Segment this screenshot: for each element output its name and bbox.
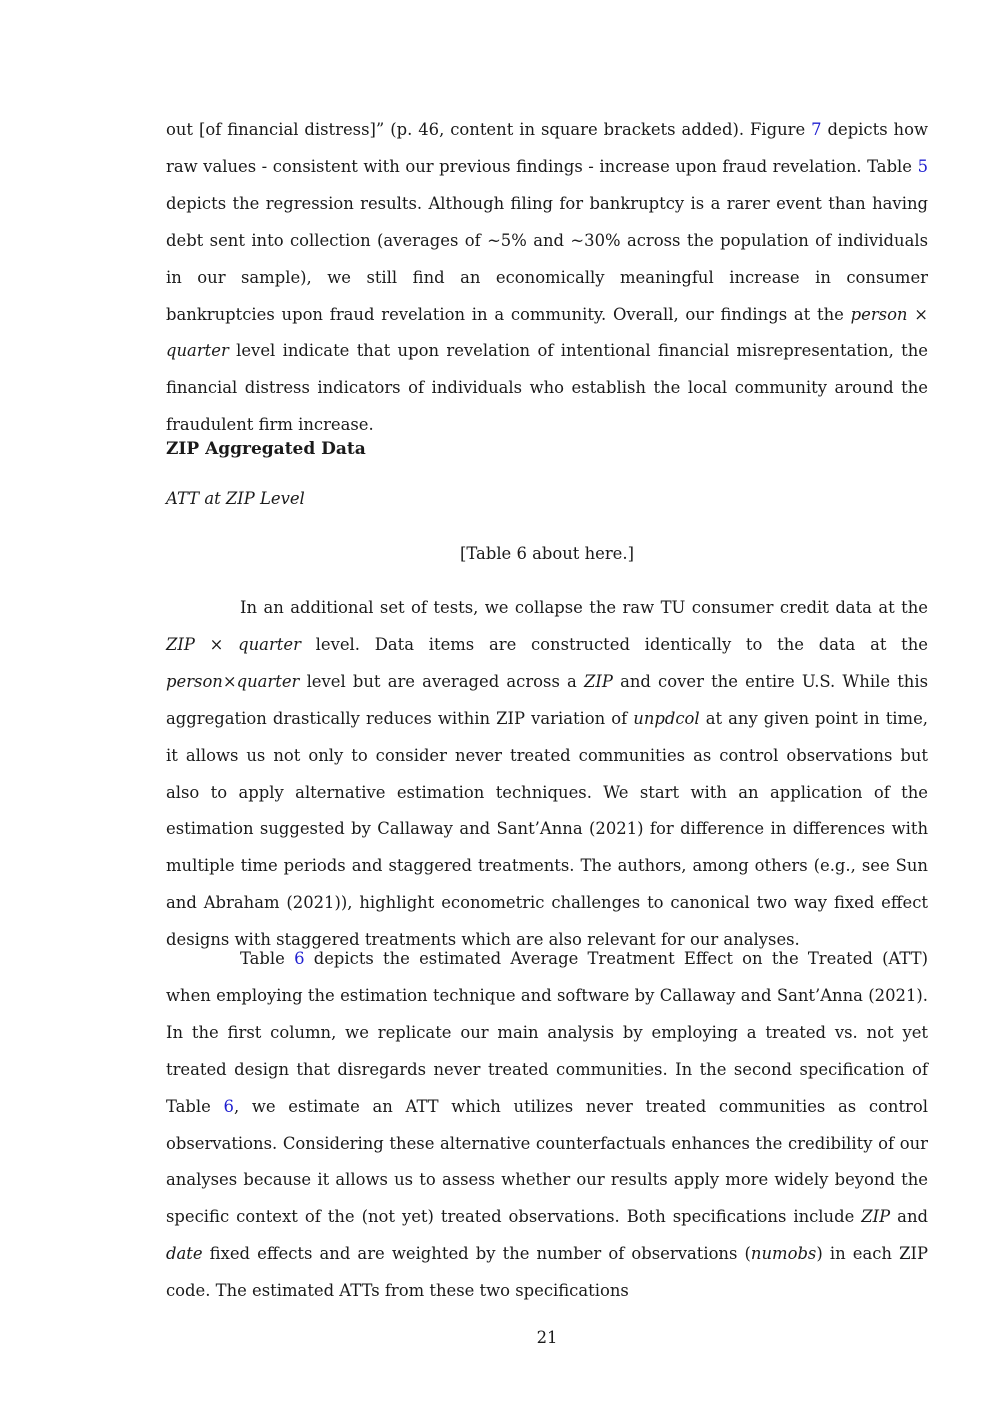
figure-7-link[interactable]: 7	[811, 120, 822, 139]
page-number: 21	[536, 1328, 558, 1347]
table-5-link[interactable]: 5	[917, 156, 928, 176]
table-placeholder: [Table 6 about here.]	[460, 544, 634, 563]
subsection-heading: ATT at ZIP Level	[166, 489, 305, 508]
table-6-link[interactable]: 6	[294, 949, 305, 968]
paragraph-2: In an additional set of tests, we collapse the raw TU consumer credit data at the ZIP × quarter level. Data items are constructed identically to the data at the person×quarter level but are averaged across a ZIP and cover the entire U.S. While this aggregation drastically reduces within ZIP variation of unpdcol at any given point in time, it allows us not only to consider never treated communities as control observations but also to apply alternative estimation techniques. We start with an application of the estimation suggested by Callaway and Sant’Anna (2021) for difference in differences with multiple time periods and staggered treatments. The authors, among others (e.g., see Sun and Abraham (2021)), highlight econometric challenges to canonical two way fixed effect designs with staggered treatments which are also relevant for our analyses.	[166, 598, 928, 950]
paragraph-1: out [of financial distress]” (p. 46, content in square brackets added). Figure 7 depicts how raw values - consistent with our previous findings - increase upon fraud revelation. Table 5 depicts the regression results. Although filing for bankruptcy is a rarer event than having debt sent into collection (averages of ~5% and ~30% across the population of individuals in our sample), we still find an economically meaningful increase in consumer bankruptcies upon fraud revelation in a community. Overall, our findings at the person × quarter level indicate that upon revelation of intentional financial misrepresentation, the financial distress indicators of individuals who establish the local community around the fraudulent firm increase.	[166, 120, 928, 435]
table-6-link[interactable]: 6	[223, 1096, 234, 1116]
section-heading: ZIP Aggregated Data	[166, 439, 366, 459]
paragraph-3: Table 6 depicts the estimated Average Treatment Effect on the Treated (ATT) when employing the estimation technique and software by Callaway and Sant’Anna (2021). In the first column, we replicate our main analysis by employing a treated vs. not yet treated design that disregards never treated communities. In the second specification of Table 6, we estimate an ATT which utilizes never treated communities as control observations. Considering these alternative counterfactuals enhances the credibility of our analyses because it allows us to assess whether our results apply more widely beyond the specific context of the (not yet) treated observations. Both specifications include ZIP and date fixed effects and are weighted by the number of observations (numobs) in each ZIP code. The estimated ATTs from these two specifications	[166, 949, 929, 1301]
